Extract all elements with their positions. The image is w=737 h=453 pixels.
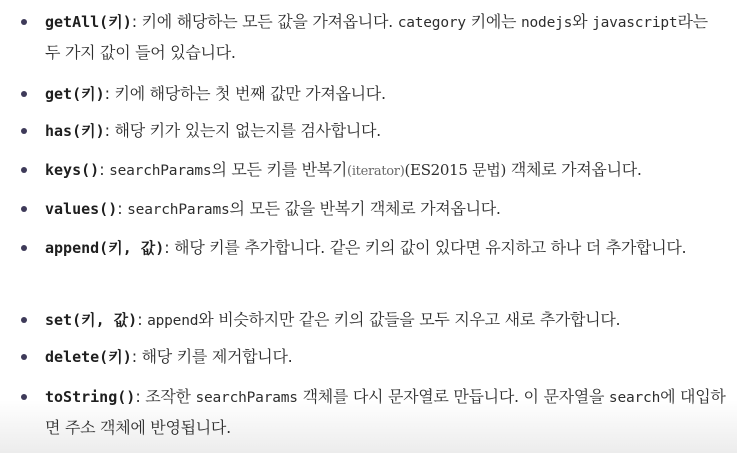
- item-text: get(키): 키에 해당하는 첫 번째 값만 가져옵니다.: [45, 84, 386, 103]
- bullet-icon: [21, 206, 27, 212]
- bullet-icon: [21, 394, 27, 400]
- method-name: values(): [45, 200, 118, 218]
- bullet-icon: [21, 245, 27, 251]
- item-text: getAll(키): 키에 해당하는 모든 값을 가져옵니다. category 키에는 nodejs와 javascript라는 두 가지 값이 들어 있습니다.: [45, 12, 708, 62]
- method-name: delete(키): [45, 348, 132, 366]
- bullet-icon: [21, 167, 27, 173]
- item-text: toString(): 조작한 searchParams 객체를 다시 문자열로 만듭니다. 이 문자열을 search에 대입하면 주소 객체에 반영됩니다.: [45, 387, 726, 437]
- method-name: has(키): [45, 122, 105, 140]
- bullet-icon: [21, 19, 27, 25]
- method-name: get(키): [45, 85, 105, 103]
- bullet-icon: [21, 128, 27, 134]
- method-name: keys(): [45, 161, 100, 179]
- item-text: keys(): searchParams의 모든 키를 반복기(iterator)(ES2015 문법) 객체로 가져옵니다.: [45, 160, 642, 179]
- method-name: toString(): [45, 388, 136, 406]
- item-text: append(키, 값): 해당 키를 추가합니다. 같은 키의 값이 있다면 유지하고 하나 더 추가합니다.: [45, 238, 687, 257]
- item-text: values(): searchParams의 모든 값을 반복기 객체로 가져옵니다.: [45, 199, 501, 218]
- bullet-icon: [21, 91, 27, 97]
- item-text: set(키, 값): append와 비슷하지만 같은 키의 값들을 모두 지우고 새로 추가합니다.: [45, 310, 621, 329]
- method-name: getAll(키): [45, 13, 132, 31]
- bullet-icon: [21, 354, 27, 360]
- item-text: delete(키): 해당 키를 제거합니다.: [45, 347, 293, 366]
- method-name: append(키, 값): [45, 239, 165, 257]
- method-name: set(키, 값): [45, 311, 138, 329]
- item-text: has(키): 해당 키가 있는지 없는지를 검사합니다.: [45, 121, 381, 140]
- bullet-icon: [21, 317, 27, 323]
